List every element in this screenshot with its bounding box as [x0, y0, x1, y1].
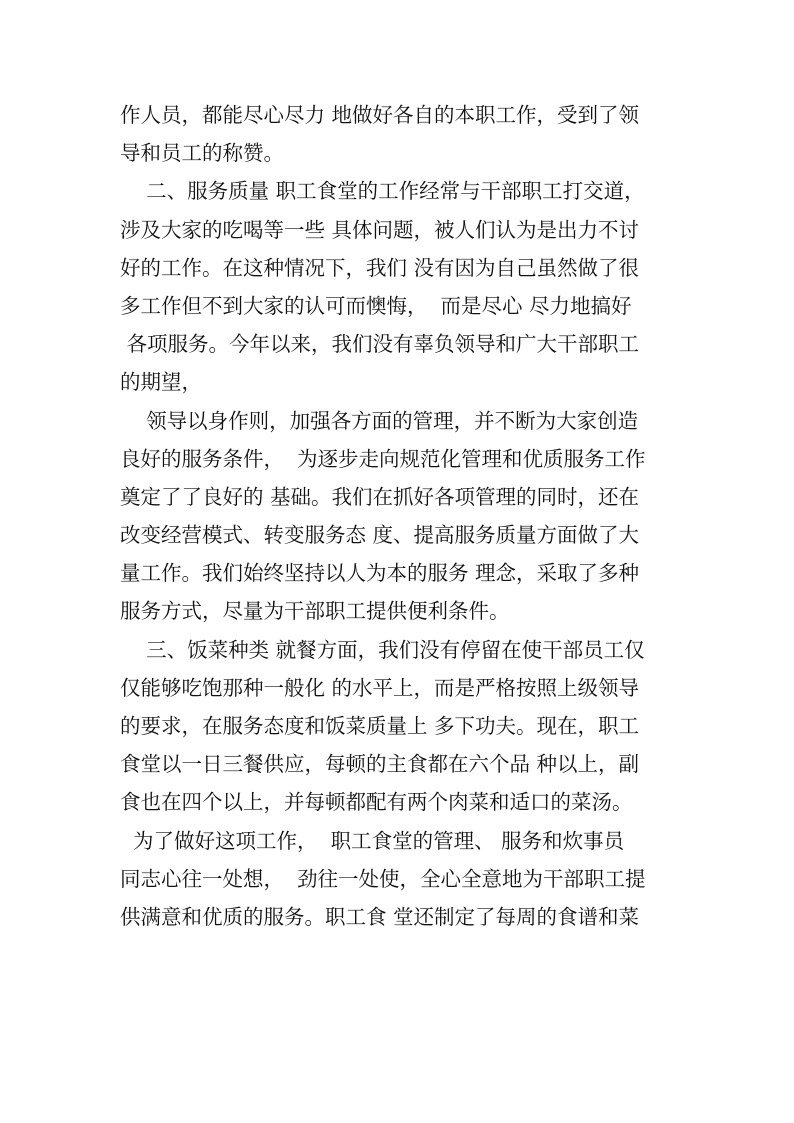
text-line: 好的工作。在这种情况下，我们 没有因为自己虽然做了很	[120, 255, 640, 280]
text-line: 领导以身作则，加强各方面的管理，并不断为大家创造	[120, 408, 639, 433]
text-line: 改变经营模式、转变服务态 度、提高服务质量方面做了大	[120, 523, 640, 548]
text-line: 同志心往一处想， 劲往一处使，全心全意地为干部职工提	[120, 866, 646, 891]
text-line: 二、服务质量 职工食堂的工作经常与干部职工打交道，	[120, 179, 645, 204]
text-line: 仅能够吃饱那种一般化 的水平上，而是严格按照上级领导	[120, 675, 640, 700]
text-line: 食堂以一日三餐供应，每顿的主食都在六个品 种以上，副	[120, 752, 640, 777]
text-line: 奠定了了良好的 基础。我们在抓好各项管理的同时，还在	[120, 484, 640, 509]
text-line: 良好的服务条件， 为逐步走向规范化管理和优质服务工作	[120, 446, 646, 471]
text-line: 多工作但不到大家的认可而懊悔， 而是尽心 尽力地搞好	[120, 293, 632, 318]
text-line: 供满意和优质的服务。职工食 堂还制定了每周的食谱和菜	[120, 904, 640, 929]
text-line: 涉及大家的吃喝等一些 具体问题，被人们认为是出力不讨	[120, 217, 640, 242]
body-text	[120, 96, 680, 936]
text-line: 的要求，在服务态度和饭菜质量上 多下功夫。现在，职工	[120, 714, 640, 738]
text-line: 为了做好这项工作， 职工食堂的管理、 服务和炊事员	[120, 828, 625, 853]
text-line: 服务方式，尽量为干部职工提供便利条件。	[120, 599, 510, 624]
text-line: 各项服务。今年以来，我们没有辜负领导和广大干部职工	[120, 332, 640, 357]
text-line: 量工作。我们始终坚持以人为本的服务 理念，采取了多种	[120, 561, 640, 586]
text-line: 的期望，	[120, 370, 202, 395]
text-line: 作人员，都能尽心尽力 地做好各自的本职工作，受到了领	[120, 103, 640, 127]
text-line: 三、饭菜种类 就餐方面，我们没有停留在使干部员工仅	[120, 637, 645, 662]
text-line: 导和员工的称赞。	[120, 141, 284, 166]
text-line: 食也在四个以上，并每顿都配有两个肉菜和适口的菜汤。	[120, 790, 633, 815]
